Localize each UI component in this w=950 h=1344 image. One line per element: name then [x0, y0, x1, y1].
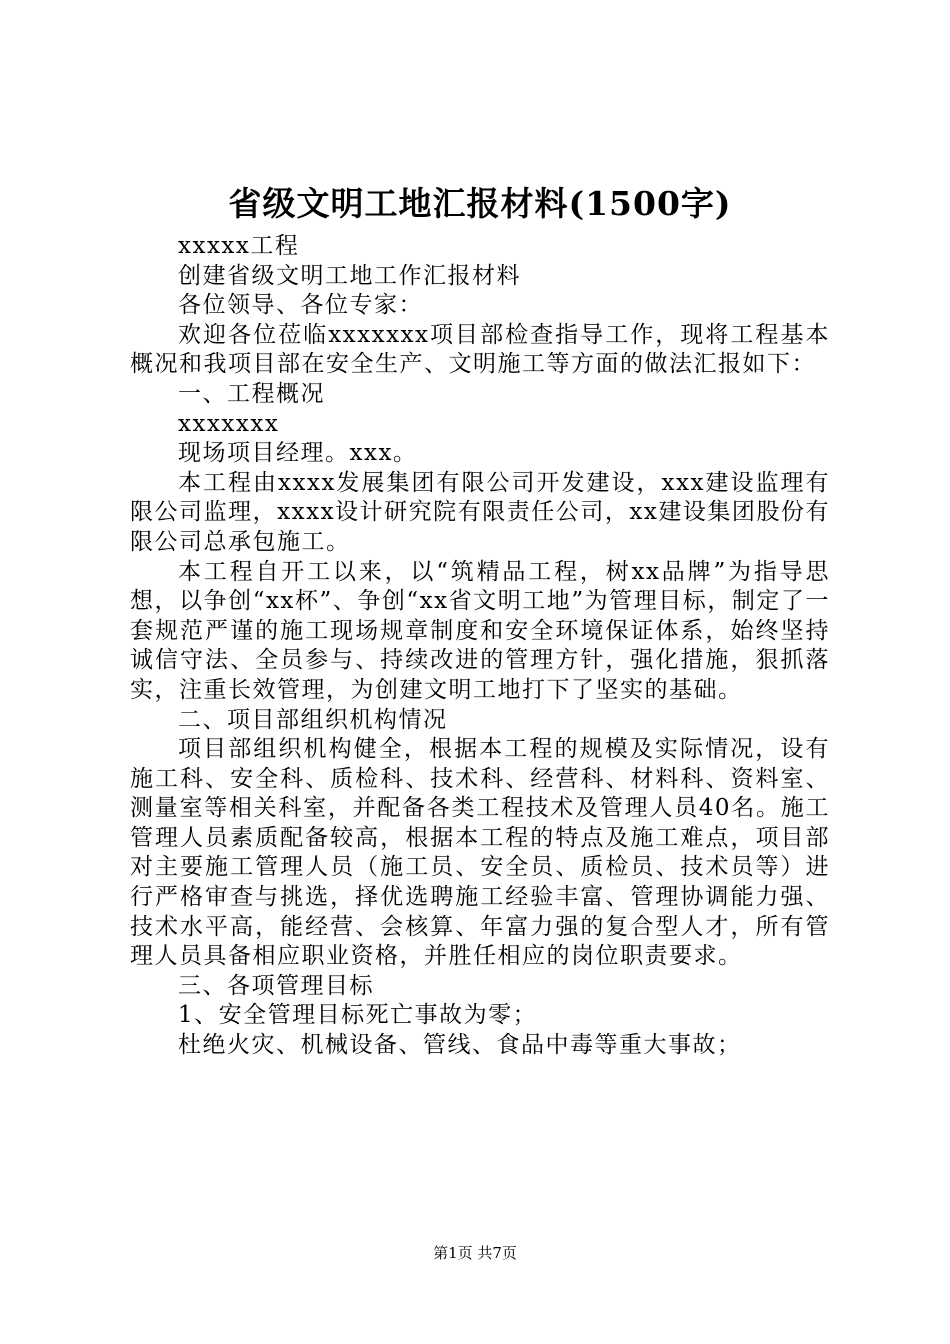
document-title: 省级文明工地汇报材料(1500字) — [228, 184, 732, 223]
section-heading: 一、工程概况 — [178, 380, 325, 407]
body-paragraph: 欢迎各位莅临xxxxxxx项目部检查指导工作，现将工程基本概况和我项目部在安全生产、文明施工等方面的做法汇报如下： — [130, 321, 830, 378]
body-paragraph: xxxxxxx — [178, 410, 280, 437]
body-paragraph: 杜绝火灾、机械设备、管线、食品中毒等重大事故； — [178, 1032, 742, 1059]
section-heading: 二、项目部组织机构情况 — [178, 706, 448, 733]
section-heading: 三、各项管理目标 — [178, 972, 374, 999]
page-indicator: 第1页 共7页 — [433, 1244, 517, 1262]
document-page — [130, 180, 830, 1061]
body-paragraph: 项目部组织机构健全，根据本工程的规模及实际情况，设有施工科、安全科、质检科、技术科、经营科、材料科、资料室、测量室等相关科室，并配备各类工程技术及管理人员40名。施工管理人员素质配备较高，根据本工程的特点及施工难点，项目部对主要施工管理人员（施工员、安全员、质检员、技术员等）进行严格审查与挑选，择优选聘施工经验丰富、管理协调能力强、技术水平高，能经营、会核算、年富力强的复合型人才，所有管理人员具备相应职业资格，并胜任相应的岗位职责要求。 — [130, 736, 830, 970]
body-paragraph: xxxxx工程 — [178, 233, 300, 259]
body-paragraph: 1、安全管理目标死亡事故为零； — [178, 1002, 538, 1029]
body-paragraph: 本工程自开工以来，以“筑精品工程，树xx品牌”为指导思想，以争创“xx杯”、争创“xx省文明工地”为管理目标，制定了一套规范严谨的施工现场规章制度和安全环境保证体系，始终坚持诚信守法、全员参与、持续改进的管理方针，强化措施，狠抓落实，注重长效管理，为创建文明工地打下了坚实的基础。 — [130, 558, 830, 703]
body-paragraph: 各位领导、各位专家： — [178, 292, 423, 319]
body-paragraph: 本工程由xxxx发展集团有限公司开发建设，xxx建设监理有限公司监理，xxxx设计研究院有限责任公司，xx建设集团股份有限公司总承包施工。 — [130, 469, 830, 555]
page-footer — [0, 1243, 950, 1263]
document-body — [130, 232, 830, 1061]
body-paragraph: 创建省级文明工地工作汇报材料 — [178, 262, 521, 289]
body-paragraph: 现场项目经理。xxx。 — [178, 440, 418, 467]
